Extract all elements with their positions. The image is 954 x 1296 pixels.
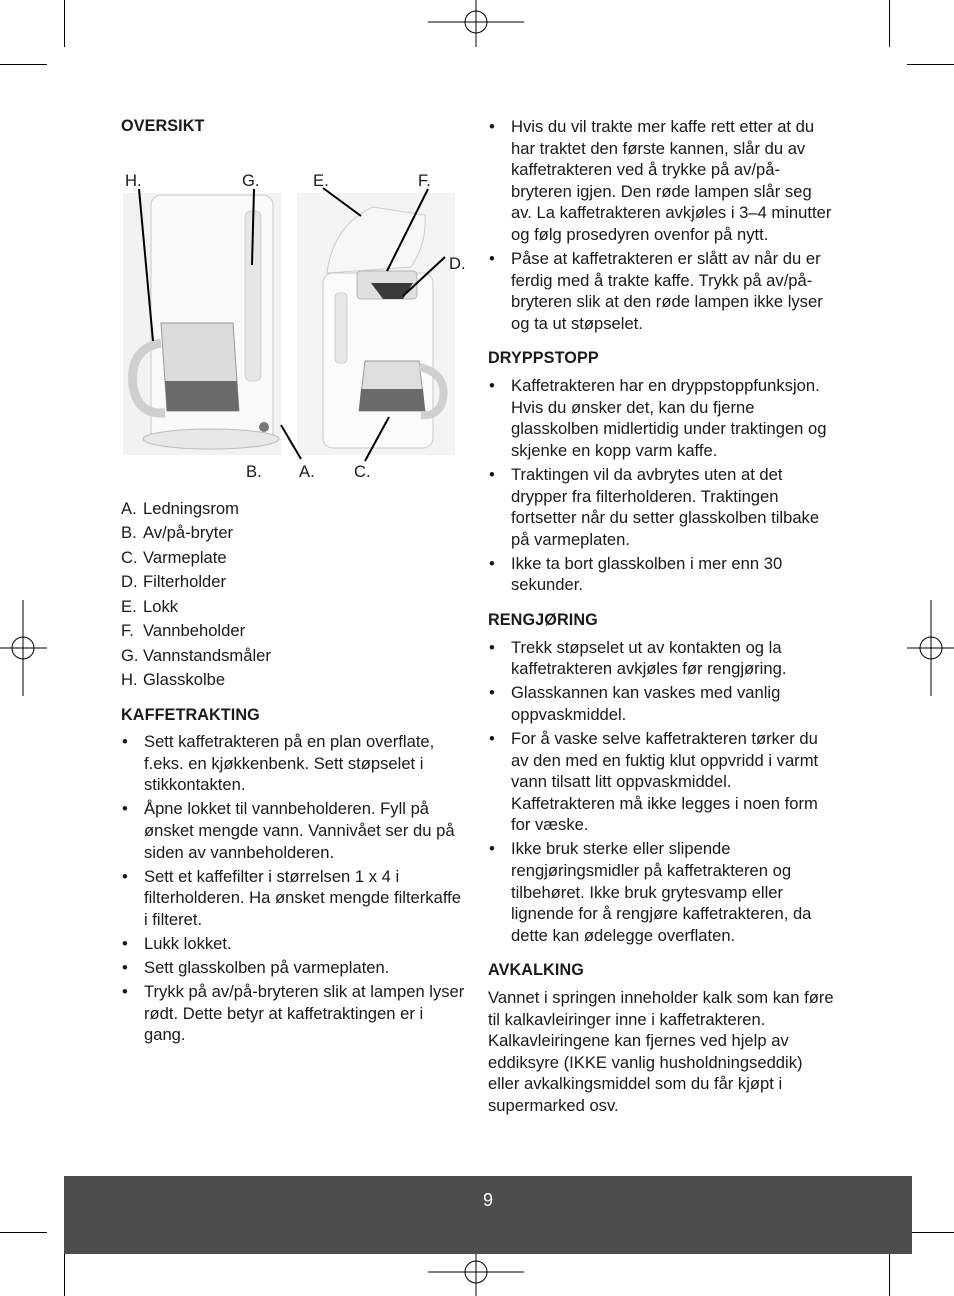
list-item: • Trekk støpselet ut av kontakten og la kaffetrakteren avkjøles før rengjøring.: [488, 637, 836, 680]
list-item: • Trykk på av/på-bryteren slik at lampen lyser rødt. Dette betyr at kaffetraktingen er i gang.: [121, 981, 466, 1046]
crop-mark: [889, 0, 890, 47]
figure-label-e: E.: [313, 170, 329, 190]
brewing-list: [121, 731, 466, 1046]
figure-label-d: D.: [449, 253, 466, 273]
list-item: • Sett et kaffefilter i størrelsen 1 x 4 i filterholderen. Ha ønsket mengde filterkaffe i filteret.: [121, 866, 466, 931]
list-item: • For å vaske selve kaffetrakteren tørker du av den med en fuktig klut oppvridd i varmt vann tilsatt litt oppvaskmiddel. Kaffetrakteren må ikke legges i noen form for væske.: [488, 728, 836, 836]
list-item: • Ikke ta bort glasskolben i mer enn 30 sekunder.: [488, 553, 836, 596]
drip-stop-heading: DRYPPSTOPP: [488, 349, 599, 368]
list-item: • Åpne lokket til vannbeholderen. Fyll på ønsket mengde vann. Vannivået ser du på siden av vannbeholderen.: [121, 798, 466, 863]
cleaning-heading: RENGJØRING: [488, 610, 598, 629]
crop-mark: [0, 64, 47, 65]
footer-bar: [64, 1176, 912, 1254]
descaling-text: Vannet i springen inneholder kalk som kan føre til kalkavleiringer inne i kaffetrakteren. Kalkavleiringene kan fjernes ved hjelp av eddiksyre (IKKE vanlig husholdningseddik) eller avkalkingsmiddel som du får kjøpt i supermarked osv.: [488, 987, 834, 1115]
list-item: • Ikke bruk sterke eller slipende rengjøringsmidler på kaffetrakteren og tilbehøret. Ikke bruk grytesvamp eller lignende for å rengjøre kaffetrakteren, da dette kan ødelegge overflaten.: [488, 838, 836, 946]
overview-heading: OVERSIKT: [121, 117, 205, 135]
list-item: • Sett glasskolben på varmeplaten.: [121, 957, 466, 979]
crop-mark: [907, 64, 954, 65]
cleaning-list: [488, 637, 836, 947]
coffee-maker-illustration: [121, 143, 466, 488]
left-column: [121, 116, 466, 1048]
parts-list: [121, 498, 466, 691]
parts-list-item: F. Vannbeholder: [121, 621, 246, 641]
coffee-maker-figure: [121, 143, 466, 488]
crop-mark: [0, 1232, 47, 1233]
descaling-heading: AVKALKING: [488, 961, 584, 980]
parts-list-item: E. Lokk: [121, 596, 179, 616]
figure-label-c: C.: [354, 461, 371, 481]
list-item: • Kaffetrakteren har en dryppstoppfunksjon. Hvis du ønsker det, kan du fjerne glasskolben midlertidig under traktingen og skjenke en kopp varm kaffe.: [488, 375, 836, 461]
crop-mark: [889, 1250, 890, 1296]
page-number: 9: [482, 1190, 493, 1210]
right-column: [488, 116, 836, 1117]
list-item: • Lukk lokket.: [121, 933, 466, 955]
parts-list-item: D. Filterholder: [121, 572, 227, 592]
brewing-heading: KAFFETRAKTING: [121, 705, 260, 724]
registration-mark-top: [428, 0, 524, 47]
registration-mark-right: [907, 600, 954, 696]
brewing-more-list: [488, 116, 836, 334]
figure-label-a: A.: [299, 461, 315, 481]
parts-list-item: B. Av/på-bryter: [121, 523, 234, 543]
list-item: • Traktingen vil da avbrytes uten at det drypper fra filterholderen. Traktingen fortsetter når du setter glasskolben tilbake på varmeplaten.: [488, 464, 836, 550]
parts-list-item: A. Ledningsrom: [121, 498, 239, 518]
list-item: • Hvis du vil trakte mer kaffe rett etter at du har traktet den første kannen, slår du av kaffetrakteren ved å trykke på av/på-bryteren igjen. Den røde lampen slår seg av. La kaffetrakteren avkjøles i 3–4 minutter og følg prosedyren ovenfor på nytt.: [488, 116, 836, 246]
list-item: • Sett kaffetrakteren på en plan overflate, f.eks. en kjøkkenbenk. Sett støpselet i stikkontakten.: [121, 731, 466, 796]
figure-label-f: F.: [418, 170, 431, 190]
list-item: • Påse at kaffetrakteren er slått av når du er ferdig med å trakte kaffe. Trykk på av/på-bryteren slik at den røde lampen ikke lyser og ta ut støpselet.: [488, 248, 836, 334]
registration-mark-left: [0, 600, 47, 696]
descaling-section: [488, 960, 836, 1116]
drip-stop-list: [488, 375, 836, 596]
figure-label-b: B.: [246, 461, 262, 481]
parts-list-item: G. Vannstandsmåler: [121, 645, 271, 665]
crop-mark: [64, 1250, 65, 1296]
drip-stop-section: [488, 348, 836, 596]
parts-list-item: H. Glasskolbe: [121, 669, 226, 689]
figure-label-h: H.: [125, 170, 142, 190]
list-item: • Glasskannen kan vaskes med vanlig oppvaskmiddel.: [488, 682, 836, 725]
brewing-section: [121, 705, 466, 1046]
registration-mark-bottom: [428, 1249, 524, 1296]
parts-list-item: C. Varmeplate: [121, 547, 227, 567]
crop-mark: [64, 0, 65, 47]
cleaning-section: [488, 610, 836, 946]
figure-label-g: G.: [242, 170, 260, 190]
crop-mark: [907, 1232, 954, 1233]
